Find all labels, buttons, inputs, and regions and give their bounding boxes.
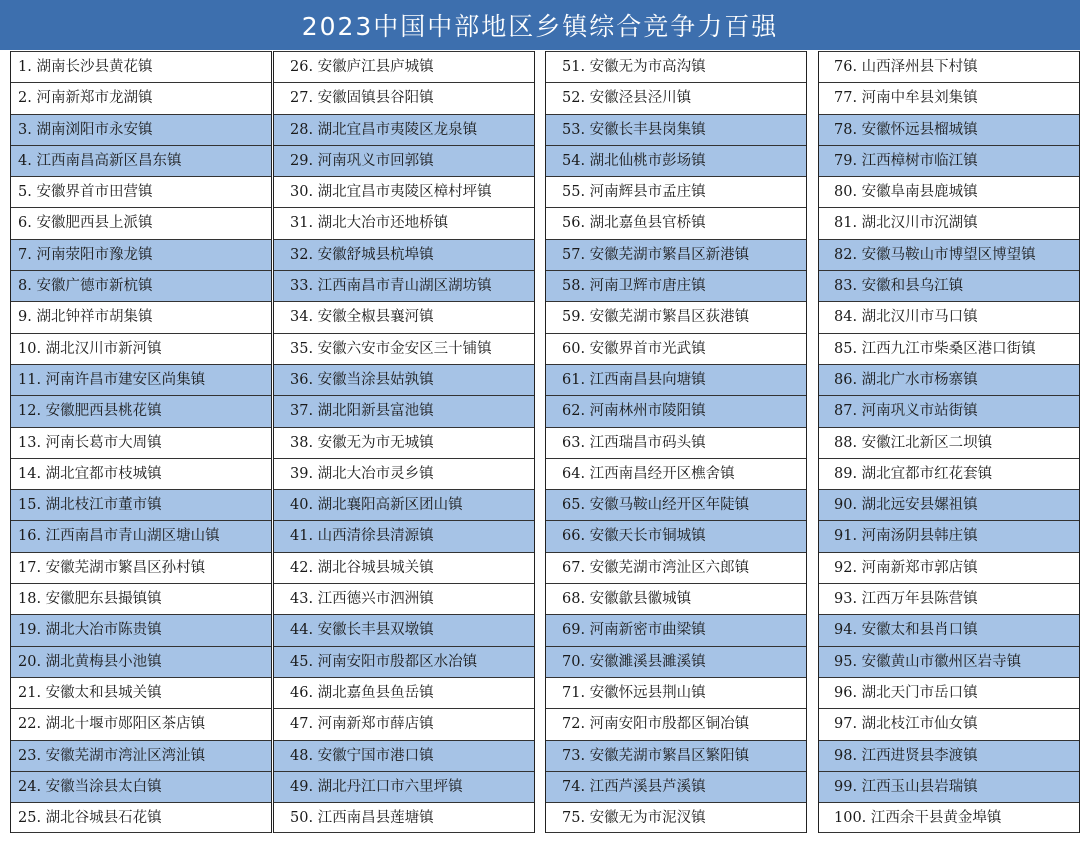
ranking-entry: 50. 江西南昌县莲塘镇 [274, 802, 534, 833]
ranking-entry: 30. 湖北宜昌市夷陵区樟村坪镇 [274, 176, 534, 207]
ranking-entry: 43. 江西德兴市泗洲镇 [274, 583, 534, 614]
ranking-entry: 78. 安徽怀远县榴城镇 [819, 114, 1079, 145]
ranking-entry: 67. 安徽芜湖市湾沚区六郎镇 [546, 552, 806, 583]
ranking-entry: 65. 安徽马鞍山经开区年陡镇 [546, 489, 806, 520]
ranking-entry: 52. 安徽泾县泾川镇 [546, 82, 806, 113]
ranking-entry: 26. 安徽庐江县庐城镇 [274, 51, 534, 82]
ranking-entry: 9. 湖北钟祥市胡集镇 [11, 301, 271, 332]
ranking-column-4 [818, 51, 1080, 833]
ranking-entry: 12. 安徽肥西县桃花镇 [11, 395, 271, 426]
ranking-entry: 86. 湖北广水市杨寨镇 [819, 364, 1079, 395]
ranking-entry: 6. 安徽肥西县上派镇 [11, 207, 271, 238]
ranking-entry: 82. 安徽马鞍山市博望区博望镇 [819, 239, 1079, 270]
ranking-entry: 93. 江西万年县陈营镇 [819, 583, 1079, 614]
ranking-entry: 81. 湖北汉川市沉湖镇 [819, 207, 1079, 238]
ranking-entry: 3. 湖南浏阳市永安镇 [11, 114, 271, 145]
ranking-entry: 20. 湖北黄梅县小池镇 [11, 646, 271, 677]
ranking-entry: 21. 安徽太和县城关镇 [11, 677, 271, 708]
ranking-entry: 19. 湖北大冶市陈贵镇 [11, 614, 271, 645]
ranking-entry: 61. 江西南昌县向塘镇 [546, 364, 806, 395]
ranking-entry: 15. 湖北枝江市董市镇 [11, 489, 271, 520]
ranking-entry: 5. 安徽界首市田营镇 [11, 176, 271, 207]
ranking-entry: 47. 河南新郑市薛店镇 [274, 708, 534, 739]
ranking-entry: 59. 安徽芜湖市繁昌区荻港镇 [546, 301, 806, 332]
ranking-column-3 [545, 51, 807, 833]
ranking-entry: 23. 安徽芜湖市湾沚区湾沚镇 [11, 740, 271, 771]
ranking-entry: 71. 安徽怀远县荆山镇 [546, 677, 806, 708]
ranking-entry: 79. 江西樟树市临江镇 [819, 145, 1079, 176]
ranking-entry: 77. 河南中牟县刘集镇 [819, 82, 1079, 113]
ranking-entry: 58. 河南卫辉市唐庄镇 [546, 270, 806, 301]
ranking-entry: 70. 安徽濉溪县濉溪镇 [546, 646, 806, 677]
ranking-entry: 35. 安徽六安市金安区三十铺镇 [274, 333, 534, 364]
ranking-entry: 40. 湖北襄阳高新区团山镇 [274, 489, 534, 520]
ranking-entry: 13. 河南长葛市大周镇 [11, 427, 271, 458]
ranking-entry: 95. 安徽黄山市徽州区岩寺镇 [819, 646, 1079, 677]
page-title-bar [0, 0, 1080, 50]
ranking-entry: 88. 安徽江北新区二坝镇 [819, 427, 1079, 458]
ranking-entry: 100. 江西余干县黄金埠镇 [819, 802, 1079, 833]
ranking-entry: 64. 江西南昌经开区樵舍镇 [546, 458, 806, 489]
ranking-entry: 49. 湖北丹江口市六里坪镇 [274, 771, 534, 802]
ranking-entry: 56. 湖北嘉鱼县官桥镇 [546, 207, 806, 238]
ranking-entry: 27. 安徽固镇县谷阳镇 [274, 82, 534, 113]
ranking-entry: 34. 安徽全椒县襄河镇 [274, 301, 534, 332]
ranking-entry: 14. 湖北宜都市枝城镇 [11, 458, 271, 489]
ranking-entry: 17. 安徽芜湖市繁昌区孙村镇 [11, 552, 271, 583]
ranking-entry: 75. 安徽无为市泥汊镇 [546, 802, 806, 833]
ranking-entry: 16. 江西南昌市青山湖区塘山镇 [11, 520, 271, 551]
ranking-column-1 [10, 51, 272, 833]
ranking-entry: 72. 河南安阳市殷都区铜冶镇 [546, 708, 806, 739]
ranking-entry: 89. 湖北宜都市红花套镇 [819, 458, 1079, 489]
ranking-entry: 8. 安徽广德市新杭镇 [11, 270, 271, 301]
page-title: 2023中国中部地区乡镇综合竞争力百强 [301, 12, 779, 41]
ranking-entry: 44. 安徽长丰县双墩镇 [274, 614, 534, 645]
ranking-entry: 57. 安徽芜湖市繁昌区新港镇 [546, 239, 806, 270]
ranking-entry: 28. 湖北宜昌市夷陵区龙泉镇 [274, 114, 534, 145]
ranking-entry: 31. 湖北大冶市还地桥镇 [274, 207, 534, 238]
ranking-entry: 4. 江西南昌高新区昌东镇 [11, 145, 271, 176]
ranking-entry: 85. 江西九江市柴桑区港口街镇 [819, 333, 1079, 364]
ranking-entry: 60. 安徽界首市光武镇 [546, 333, 806, 364]
ranking-entry: 25. 湖北谷城县石花镇 [11, 802, 271, 833]
ranking-entry: 74. 江西芦溪县芦溪镇 [546, 771, 806, 802]
ranking-entry: 53. 安徽长丰县岗集镇 [546, 114, 806, 145]
ranking-table [0, 51, 1080, 859]
ranking-entry: 29. 河南巩义市回郭镇 [274, 145, 534, 176]
ranking-entry: 38. 安徽无为市无城镇 [274, 427, 534, 458]
ranking-entry: 96. 湖北天门市岳口镇 [819, 677, 1079, 708]
ranking-entry: 99. 江西玉山县岩瑞镇 [819, 771, 1079, 802]
ranking-entry: 80. 安徽阜南县鹿城镇 [819, 176, 1079, 207]
ranking-entry: 36. 安徽当涂县姑孰镇 [274, 364, 534, 395]
ranking-entry: 66. 安徽天长市铜城镇 [546, 520, 806, 551]
ranking-entry: 73. 安徽芜湖市繁昌区繁阳镇 [546, 740, 806, 771]
ranking-entry: 54. 湖北仙桃市彭场镇 [546, 145, 806, 176]
ranking-entry: 41. 山西清徐县清源镇 [274, 520, 534, 551]
ranking-entry: 76. 山西泽州县下村镇 [819, 51, 1079, 82]
ranking-entry: 94. 安徽太和县肖口镇 [819, 614, 1079, 645]
ranking-entry: 48. 安徽宁国市港口镇 [274, 740, 534, 771]
ranking-entry: 1. 湖南长沙县黄花镇 [11, 51, 271, 82]
ranking-entry: 32. 安徽舒城县杭埠镇 [274, 239, 534, 270]
ranking-entry: 22. 湖北十堰市郧阳区茶店镇 [11, 708, 271, 739]
ranking-entry: 37. 湖北阳新县富池镇 [274, 395, 534, 426]
ranking-entry: 97. 湖北枝江市仙女镇 [819, 708, 1079, 739]
ranking-entry: 51. 安徽无为市高沟镇 [546, 51, 806, 82]
ranking-entry: 2. 河南新郑市龙湖镇 [11, 82, 271, 113]
ranking-entry: 90. 湖北远安县嫘祖镇 [819, 489, 1079, 520]
ranking-entry: 68. 安徽歙县徽城镇 [546, 583, 806, 614]
ranking-entry: 63. 江西瑞昌市码头镇 [546, 427, 806, 458]
ranking-entry: 87. 河南巩义市站街镇 [819, 395, 1079, 426]
ranking-entry: 10. 湖北汉川市新河镇 [11, 333, 271, 364]
ranking-entry: 42. 湖北谷城县城关镇 [274, 552, 534, 583]
ranking-entry: 39. 湖北大冶市灵乡镇 [274, 458, 534, 489]
ranking-entry: 69. 河南新密市曲梁镇 [546, 614, 806, 645]
ranking-entry: 18. 安徽肥东县撮镇镇 [11, 583, 271, 614]
ranking-entry: 24. 安徽当涂县太白镇 [11, 771, 271, 802]
ranking-column-2 [273, 51, 535, 833]
ranking-entry: 46. 湖北嘉鱼县鱼岳镇 [274, 677, 534, 708]
ranking-entry: 83. 安徽和县乌江镇 [819, 270, 1079, 301]
ranking-entry: 55. 河南辉县市孟庄镇 [546, 176, 806, 207]
ranking-entry: 45. 河南安阳市殷都区水冶镇 [274, 646, 534, 677]
ranking-entry: 92. 河南新郑市郭店镇 [819, 552, 1079, 583]
ranking-entry: 62. 河南林州市陵阳镇 [546, 395, 806, 426]
ranking-entry: 98. 江西进贤县李渡镇 [819, 740, 1079, 771]
ranking-entry: 33. 江西南昌市青山湖区湖坊镇 [274, 270, 534, 301]
ranking-entry: 11. 河南许昌市建安区尚集镇 [11, 364, 271, 395]
ranking-entry: 91. 河南汤阴县韩庄镇 [819, 520, 1079, 551]
ranking-entry: 84. 湖北汉川市马口镇 [819, 301, 1079, 332]
ranking-entry: 7. 河南荥阳市豫龙镇 [11, 239, 271, 270]
